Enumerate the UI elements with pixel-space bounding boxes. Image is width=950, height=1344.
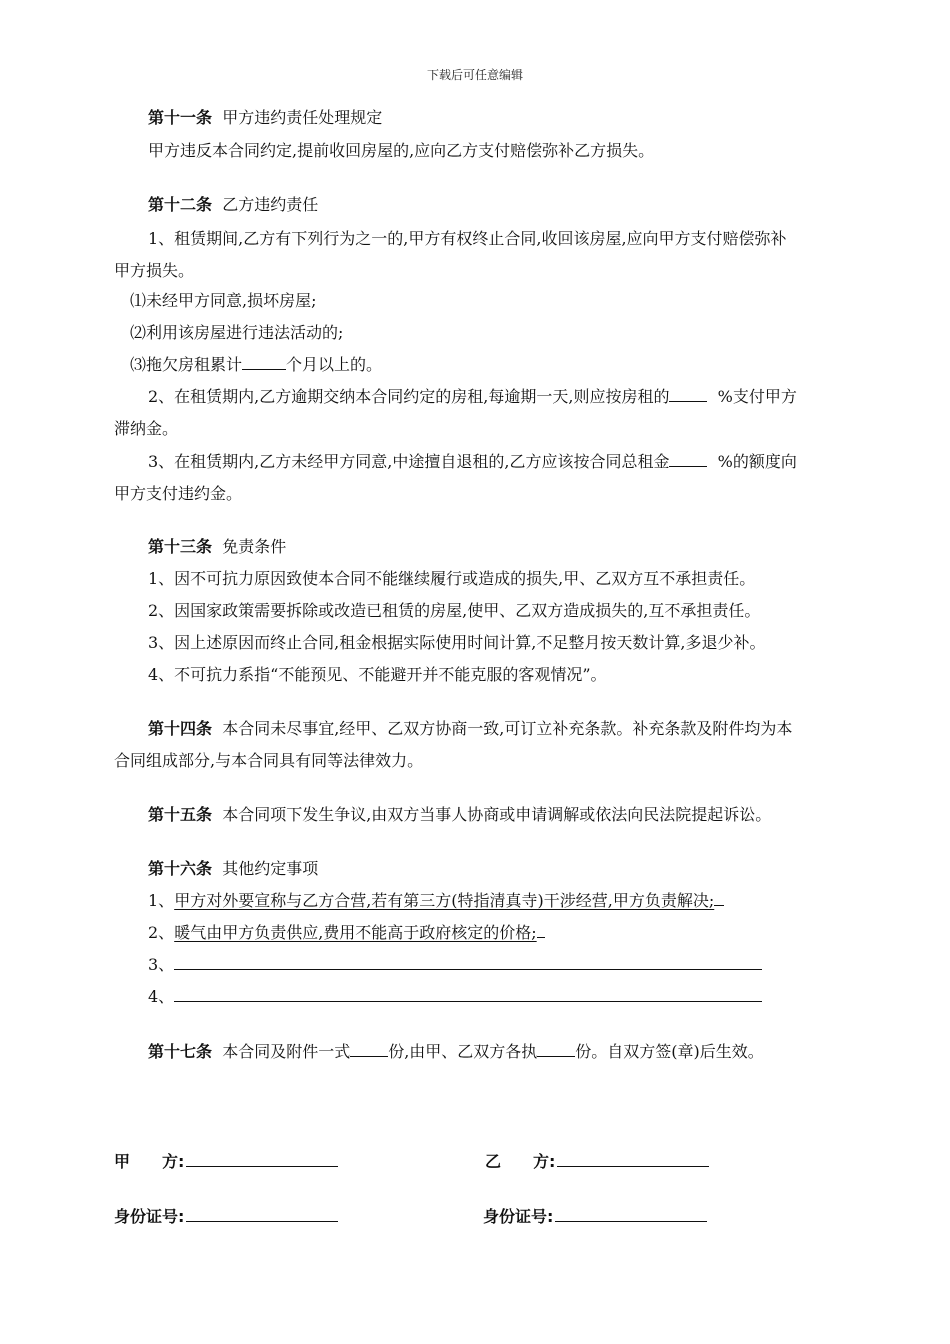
article-16-heading [148,858,318,880]
months-blank [242,354,286,370]
article-15-paragraph [148,804,771,826]
item-1-tail-blank [714,890,724,906]
article-17-text-b: 份,由甲、乙双方各执 [388,1042,538,1061]
item-2-tail-blank [537,922,545,938]
article-13-clause-2: 2、因国家政策需要拆除或改造已租赁的房屋,使甲、乙双方造成损失的,互不承担责任。 [148,601,761,620]
article-12-clause-3-cont: 甲方支付违约金。 [114,484,243,503]
article-14-paragraph-cont: 合同组成部分,与本合同具有同等法律效力。 [114,751,424,770]
article-12-item-1: ⑴未经甲方同意,损坏房屋; [130,291,317,310]
clause-2-text-b: %支付甲方 [717,387,797,406]
clause-3-text-a: 3、在租赁期内,乙方未经甲方同意,中途擅自退租的,乙方应该按合同总租金 [148,452,670,471]
article-17-text-c: 份。自双方签(章)后生效。 [575,1042,764,1061]
late-fee-percent-blank [669,386,707,402]
article-12-clause-3 [148,451,797,473]
article-16-item-3 [148,954,762,976]
article-17-text-a: 本合同及附件一式 [222,1042,351,1061]
party-b-id-line [555,1205,707,1222]
article-11-heading [148,107,382,129]
article-12-clause-1-cont: 甲方损失。 [114,261,195,280]
article-12-clause-2-cont: 滞纳金。 [114,419,179,438]
article-17-paragraph [148,1041,764,1063]
article-12-clause-1: 1、租赁期间,乙方有下列行为之一的,甲方有权终止合同,收回该房屋,应向甲方支付赔偿弥补 [148,229,787,248]
article-13-clause-3: 3、因上述原因而终止合同,租金根据实际使用时间计算,不足整月按天数计算,多退少补。 [148,633,766,652]
item-4-number: 4、 [148,987,175,1006]
article-16-subject: 其他约定事项 [222,859,319,878]
party-a-line [186,1150,338,1167]
article-15-text: 本合同项下发生争议,由双方当事人协商或申请调解或依法向民法院提起诉讼。 [222,805,772,824]
item-1-text: 甲方对外要宣称与乙方合营,若有第三方(特指清真寺)干涉经营,甲方负责解决; [174,891,715,910]
penalty-percent-blank [669,451,707,467]
clause-2-text-a: 2、在租赁期内,乙方逾期交纳本合同约定的房租,每逾期一天,则应按房租的 [148,387,670,406]
article-12-heading [148,194,318,216]
article-16-item-4 [148,986,762,1008]
party-b-line [557,1150,709,1167]
party-a-id-line [186,1205,338,1222]
item-2-text: 暖气由甲方负责供应,费用不能高于政府核定的价格; [174,923,537,942]
item-3-text-a: ⑶拖欠房租累计 [130,355,243,374]
party-a-id-label: 身份证号: [114,1207,185,1226]
item-3-number: 3、 [148,955,175,974]
article-15-title: 第十五条 [148,805,213,824]
copies-each-blank [537,1041,575,1057]
page-header: 下载后可任意编辑 [426,68,523,82]
article-14-text-a: 本合同未尽事宜,经甲、乙双方协商一致,可订立补充条款。补充条款及附件均为本 [222,719,793,738]
article-12-item-2: ⑵利用该房屋进行违法活动的; [130,323,344,342]
article-14-paragraph [148,718,792,740]
item-3-text-b: 个月以上的。 [286,355,383,374]
article-16-item-2 [148,922,545,944]
article-12-title: 第十二条 [148,195,213,214]
article-12-item-3 [130,354,382,376]
article-11-paragraph: 甲方违反本合同约定,提前收回房屋的,应向乙方支付赔偿弥补乙方损失。 [148,141,655,160]
article-16-item-1 [148,890,724,912]
article-14-title: 第十四条 [148,719,213,738]
article-13-clause-4: 4、不可抗力系指“不能预见、不能避开并不能克服的客观情况”。 [148,665,607,684]
party-a-signature [114,1150,338,1173]
article-12-subject: 乙方违约责任 [222,195,319,214]
item-1-number: 1、 [148,891,175,910]
article-12-clause-2 [148,386,797,408]
party-b-signature [485,1150,709,1173]
article-11-subject: 甲方违约责任处理规定 [222,108,383,127]
party-a-id [114,1205,338,1228]
article-13-clause-1: 1、因不可抗力原因致使本合同不能继续履行或造成的损失,甲、乙双方互不承担责任。 [148,569,756,588]
article-13-title: 第十三条 [148,537,213,556]
article-16-title: 第十六条 [148,859,213,878]
party-a-label: 甲 方: [114,1152,185,1171]
article-13-subject: 免责条件 [222,537,287,556]
article-11-title: 第十一条 [148,108,213,127]
party-b-id-label: 身份证号: [483,1207,554,1226]
party-b-id [483,1205,707,1228]
clause-3-text-b: %的额度向 [717,452,797,471]
item-2-number: 2、 [148,923,175,942]
article-13-heading [148,536,286,558]
item-3-blank-line [174,954,762,970]
item-4-blank-line [174,986,762,1002]
article-17-title: 第十七条 [148,1042,213,1061]
party-b-label: 乙 方: [485,1152,556,1171]
copies-blank [350,1041,388,1057]
